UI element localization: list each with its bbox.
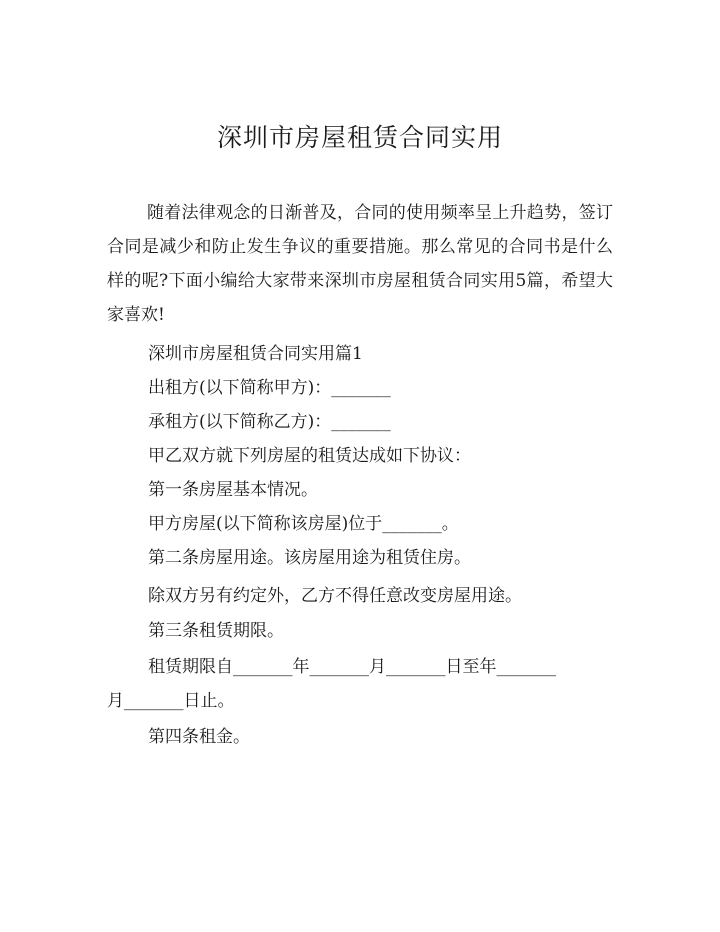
article-2-line: 第二条房屋用途。该房屋用途为租赁住房。 — [148, 548, 471, 568]
property-location-line: 甲方房屋(以下简称该房屋)位于_______。 — [148, 514, 459, 534]
document-title: 深圳市房屋租赁合同实用 — [216, 123, 503, 152]
lease-term-line: 租赁期限自_______年_______月_______日至年_______ — [148, 657, 556, 677]
agreement-line: 甲乙双方就下列房屋的租赁达成如下协议： — [148, 446, 471, 466]
section-heading: 深圳市房屋租赁合同实用篇1 — [148, 344, 363, 364]
article-1-heading: 第一条房屋基本情况。 — [148, 480, 318, 500]
article-4-heading: 第四条租金。 — [148, 727, 250, 747]
usage-restriction-line: 除双方另有约定外，乙方不得任意改变房屋用途。 — [148, 586, 522, 606]
intro-paragraph: 随着法律观念的日渐普及，合同的使用频率呈上升趋势，签订合同是减少和防止发生争议的重要措施。那么常见的合同书是什么样的呢?下面小编给大家带来深圳市房屋租赁合同实用5篇，希望大家喜欢! — [107, 203, 613, 325]
lessee-line: 承租方(以下简称乙方)：_______ — [148, 412, 391, 432]
lessor-line: 出租方(以下简称甲方)：_______ — [148, 378, 391, 398]
lease-term-continuation: 月_______日止。 — [107, 691, 235, 711]
article-3-heading: 第三条租赁期限。 — [148, 621, 284, 641]
